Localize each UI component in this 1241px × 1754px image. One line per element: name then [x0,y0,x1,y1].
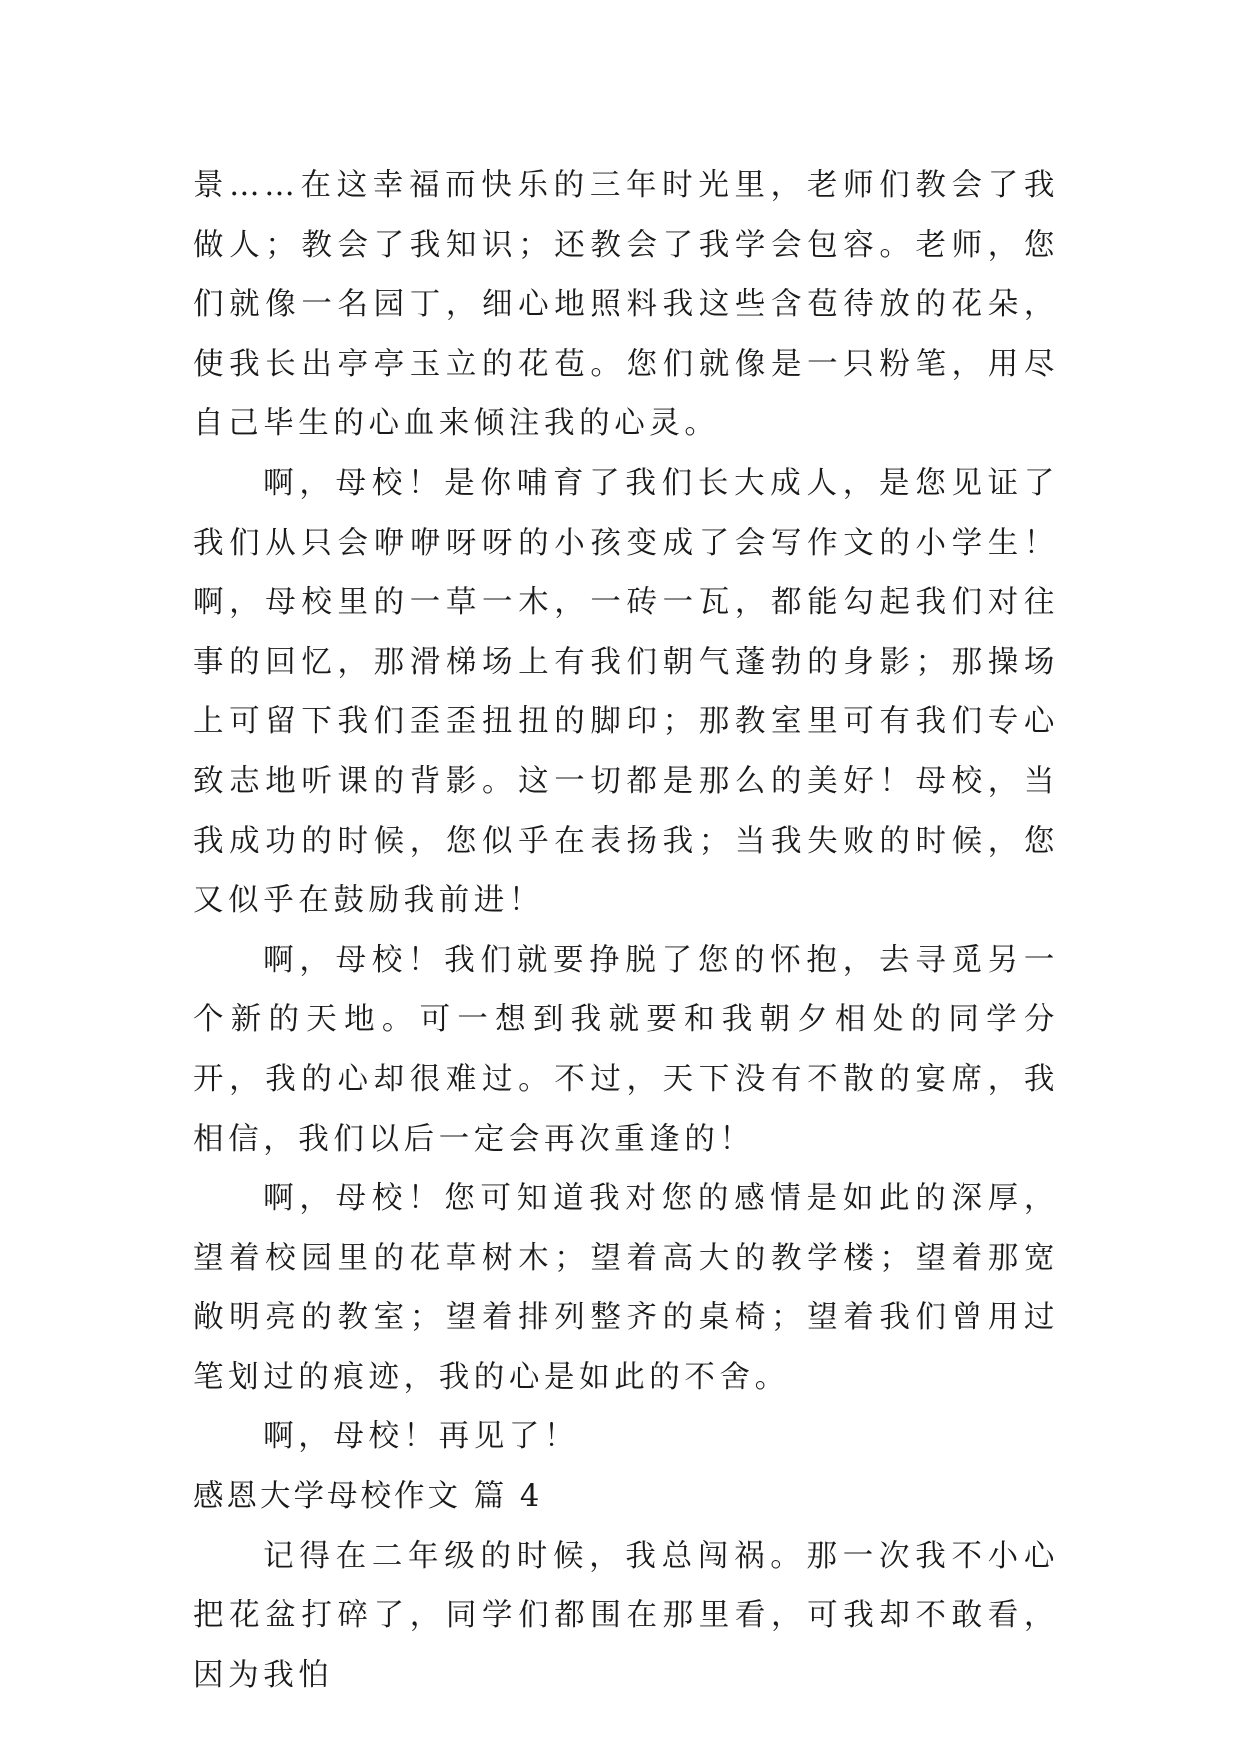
paragraph-4: 啊，母校！您可知道我对您的感情是如此的深厚，望着校园里的花草树木；望着高大的教学楼；望着那宽敞明亮的教室；望着排列整齐的桌椅；望着我们曾用过笔划过的痕迹，我的心是如此的不舍。 [193,1181,1059,1395]
paragraph-1: 景……在这幸福而快乐的三年时光里，老师们教会了我做人；教会了我知识；还教会了我学会包容。老师，您们就像一名园丁，细心地照料我这些含苞待放的花朵，使我长出亭亭玉立的花苞。您们就像是一只粉笔，用尽自己毕生的心血来倾注我的心灵。 [193,168,1059,442]
document-body [193,156,1059,1705]
paragraph-6: 记得在二年级的时候，我总闯祸。那一次我不小心把花盆打碎了，同学们都围在那里看，可我却不敢看，因为我怕 [193,1538,1059,1693]
paragraph-3: 啊，母校！我们就要挣脱了您的怀抱，去寻觅另一个新的天地。可一想到我就要和我朝夕相处的同学分开，我的心却很难过。不过，天下没有不散的宴席，我相信，我们以后一定会再次重逢的！ [193,942,1059,1157]
paragraph-2: 啊，母校！是你哺育了我们长大成人，是您见证了我们从只会咿咿呀呀的小孩变成了会写作文的小学生！啊，母校里的一草一木，一砖一瓦，都能勾起我们对往事的回忆，那滑梯场上有我们朝气蓬勃的身影；那操场上可留下我们歪歪扭扭的脚印；那教室里可有我们专心致志地听课的背影。这一切都是那么的美好！母校，当我成功的时候，您似乎在表扬我；当我失败的时候，您又似乎在鼓励我前进！ [193,465,1059,919]
paragraph-5: 啊，母校！再见了！ [263,1419,580,1455]
section-heading: 感恩大学母校作文 篇 4 [193,1479,543,1515]
